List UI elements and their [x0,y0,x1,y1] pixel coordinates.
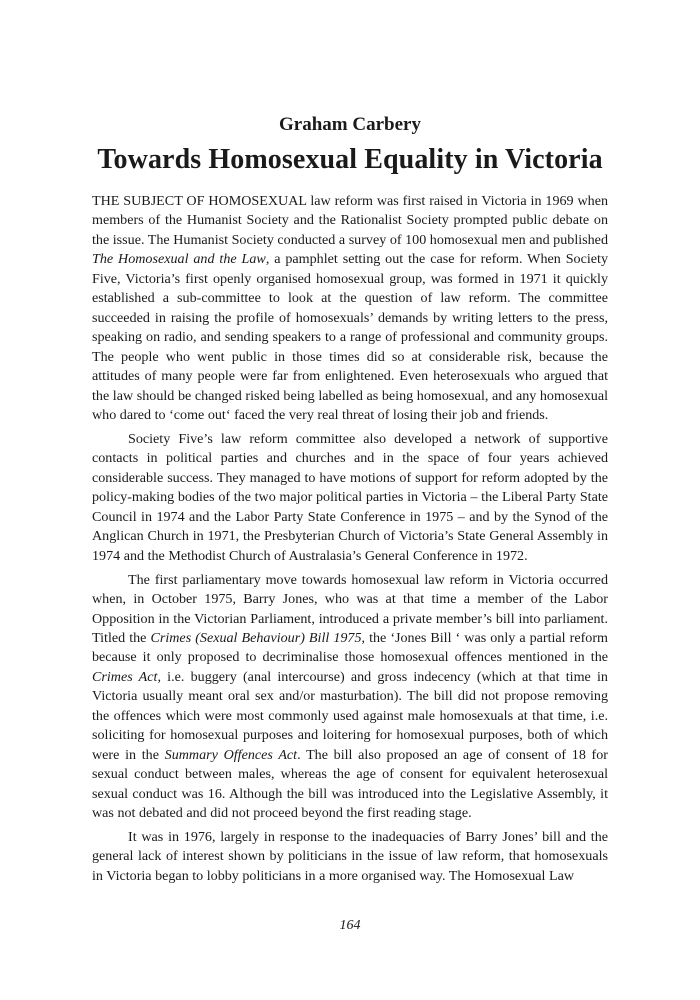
paragraph-1-text-c: , a pamphlet setting out the case for reform. When Society Five, Victoria’s first openly organised homosexual group, was formed in 1971 it quickly established a sub-committee to look at the question of law reform. The committee succeeded in raising the profile of homosexuals’ demands by writing letters to the press, speaking on radio, and sending speakers to a range of professional and community groups. The people who went public in those times did so at considerable risk, because the attitudes of many people were far from enlightened. Even heterosexuals who argued that the law should be changed risked being labelled as being homosexual, and any homosexual who dared to ‘come out‘ faced the very real threat of losing their job and friends. [92,251,608,423]
page-number: 164 [339,918,361,933]
article-title: Towards Homosexual Equality in Victoria [97,144,603,175]
paragraph-3-text-a: The first parliamentary move towards homosexual law reform in Victoria occurred when, in October 1975, Barry Jones, who was at that time a member of the Labor Opposition in the Victorian Parliament, introduced a private member’s bill into parliament. Titled the [92,571,608,646]
summary-offences-act-title: Summary Offences Act [164,746,298,763]
crimes-act-title: Crimes Act [92,668,158,685]
paragraph-3 [92,571,608,824]
paragraph-1-text-a: THE SUBJECT OF HOMOSEXUAL law reform was first raised in Victoria in 1969 when members of the Humanist Society and the Rationalist Society prompted public debate on the issue. The Humanist Society conducted a survey of 100 homosexual men and published [92,193,608,248]
paragraph-2: Society Five’s law reform committee also developed a network of supportive contacts in political parties and churches and in the space of four years achieved considerable success. They managed to have motions of support for reform adopted by the policy-making bodies of the two major political parties in Victoria – the Liberal Party State Council in 1974 and the Labor Party State Conference in 1975 – and by the Synod of the Anglican Church in 1971, the Presbyterian Church of Victoria’s State General Assembly in 1974 and the Methodist Church of Australasia’s General Conference in 1972. [92,430,608,564]
paragraph-1 [92,192,608,425]
pamphlet-title: The Homosexual and the Law [92,251,266,268]
paragraph-3-text-c: , the ‘Jones Bill ‘ was only a partial reform because it only proposed to decriminalise those homosexual offences mentioned in the [92,629,608,666]
paragraph-4: It was in 1976, largely in response to the inadequacies of Barry Jones’ bill and the general lack of interest shown by politicians in the issue of law reform, that homosexuals in Victoria began to lobby politicians in a more organised way. The Homosexual Law [92,829,608,884]
bill-title: Crimes (Sexual Behaviour) Bill 1975 [150,629,362,646]
article-body [92,192,608,891]
author-name: Graham Carbery [279,114,421,135]
paragraph-3-text-g: . The bill also proposed an age of consent of 18 for sexual conduct between males, whereas the age of consent for equivalent heterosexual sexual conduct was 16. Although the bill was introduced into the Legislative Assembly, it was not debated and did not proceed beyond the first reading stage. [92,746,608,822]
paragraph-3-text-e: , i.e. buggery (anal intercourse) and gross indecency (which at that time in Victoria usually meant oral sex and/or masturbation). The bill did not propose removing the offences which were most commonly used against male homosexuals at that time, i.e. soliciting for homosexual purposes and loitering for homosexual purposes, both of which were in the [92,668,608,763]
